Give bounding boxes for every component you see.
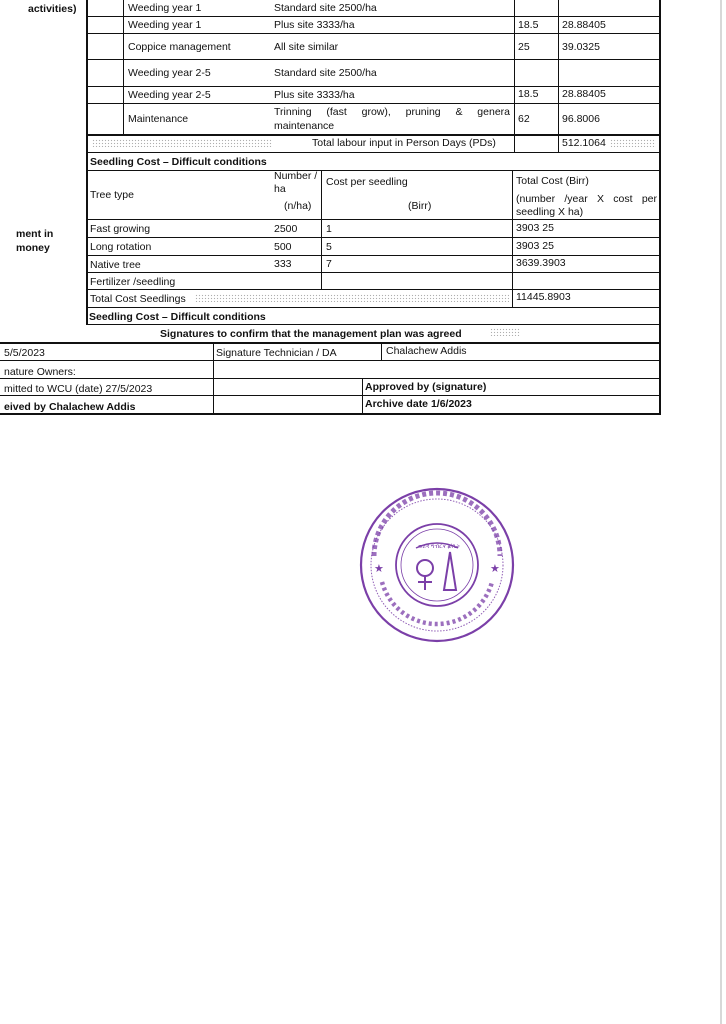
activity-cost: 96.8006 xyxy=(562,113,600,125)
column-header-number-n-ha: (n/ha) xyxy=(284,200,312,212)
activity-name: Weeding year 1 xyxy=(128,2,202,14)
signatures-title: Signatures to confirm that the management plan was agreed xyxy=(160,328,462,340)
tree-total: 3639.3903 xyxy=(516,257,566,269)
total-labour-value: 512.1064 xyxy=(562,137,606,149)
activity-description: All site similar xyxy=(274,41,339,53)
activity-cost: 28.88405 xyxy=(562,19,606,31)
activity-description: Standard site 2500/ha xyxy=(274,67,377,79)
tree-number: 333 xyxy=(274,258,292,270)
seedling-side-label-1: ment in xyxy=(16,228,54,240)
tree-cost: 7 xyxy=(326,258,332,270)
total-seedlings-label: Total Cost Seedlings xyxy=(90,293,186,305)
approved-label: Approved by (signature) xyxy=(365,381,487,393)
activity-name: Weeding year 2-5 xyxy=(128,89,211,101)
activity-days: 62 xyxy=(518,113,530,125)
activity-days: 18.5 xyxy=(518,88,539,100)
svg-text:★: ★ xyxy=(490,562,500,575)
activity-description: Plus site 3333/ha xyxy=(274,89,355,101)
plan-date: 5/5/2023 xyxy=(4,347,45,359)
total-seedlings-value: 11445.8903 xyxy=(516,291,571,303)
total-labour-label: Total labour input in Person Days (PDs) xyxy=(312,137,496,149)
activity-days: 18.5 xyxy=(518,19,539,31)
activity-description: Plus site 3333/ha xyxy=(274,19,355,31)
tree-number: 500 xyxy=(274,241,292,253)
activity-name: Weeding year 2-5 xyxy=(128,67,211,79)
received-label: eived by Chalachew Addis xyxy=(4,401,136,413)
official-seal-icon xyxy=(358,486,516,644)
svg-text:★: ★ xyxy=(374,562,384,575)
activities-side-label: activities) xyxy=(28,3,77,15)
column-header-total: Total Cost (Birr) xyxy=(516,175,589,187)
owners-label: nature Owners: xyxy=(4,366,76,378)
column-header-total-formula-2: seedling X ha) xyxy=(516,206,584,218)
tree-total: 3903 25 xyxy=(516,240,554,252)
seedling-side-label-2: money xyxy=(16,242,50,254)
activity-name: Weeding year 1 xyxy=(128,19,202,31)
page-edge xyxy=(720,0,722,1024)
activity-description-line-2: maintenance xyxy=(274,120,335,132)
technician-label: Signature Technician / DA xyxy=(216,347,337,359)
column-header-cost: Cost per seedling xyxy=(326,176,408,188)
tree-cost: 5 xyxy=(326,241,332,253)
column-header-number-unit: ha xyxy=(274,183,286,195)
seedling-title: Seedling Cost – Difficult conditions xyxy=(90,156,267,168)
column-header-total-formula: (number /year X cost per xyxy=(516,193,657,205)
tree-number: 2500 xyxy=(274,223,298,235)
tree-type: Fertilizer /seedling xyxy=(90,276,176,288)
activity-name: Coppice management xyxy=(128,41,231,53)
column-header-tree-type: Tree type xyxy=(90,189,134,201)
tree-type: Long rotation xyxy=(90,241,152,253)
activity-days: 25 xyxy=(518,41,530,53)
column-header-number: Number / xyxy=(274,170,318,182)
archive-date: Archive date 1/6/2023 xyxy=(365,398,472,410)
tree-total: 3903 25 xyxy=(516,222,554,234)
tree-type: Native tree xyxy=(90,259,141,271)
activity-cost: 28.88405 xyxy=(562,88,606,100)
tree-cost: 1 xyxy=(326,223,332,235)
submitted-label: mitted to WCU (date) 27/5/2023 xyxy=(4,383,153,395)
seal-inner-text: ወረዳ ግብርና ፅ/ቤት xyxy=(418,544,461,550)
seedling-footer-title: Seedling Cost – Difficult conditions xyxy=(89,311,266,323)
activity-cost: 39.0325 xyxy=(562,41,600,53)
tree-type: Fast growing xyxy=(90,223,151,235)
activity-name: Maintenance xyxy=(128,113,189,125)
activity-description-line-1: Trinning (fast grow), pruning & genera xyxy=(274,106,510,118)
activity-description: Standard site 2500/ha xyxy=(274,2,377,14)
technician-name: Chalachew Addis xyxy=(386,345,467,357)
column-header-cost-unit: (Birr) xyxy=(408,200,432,212)
